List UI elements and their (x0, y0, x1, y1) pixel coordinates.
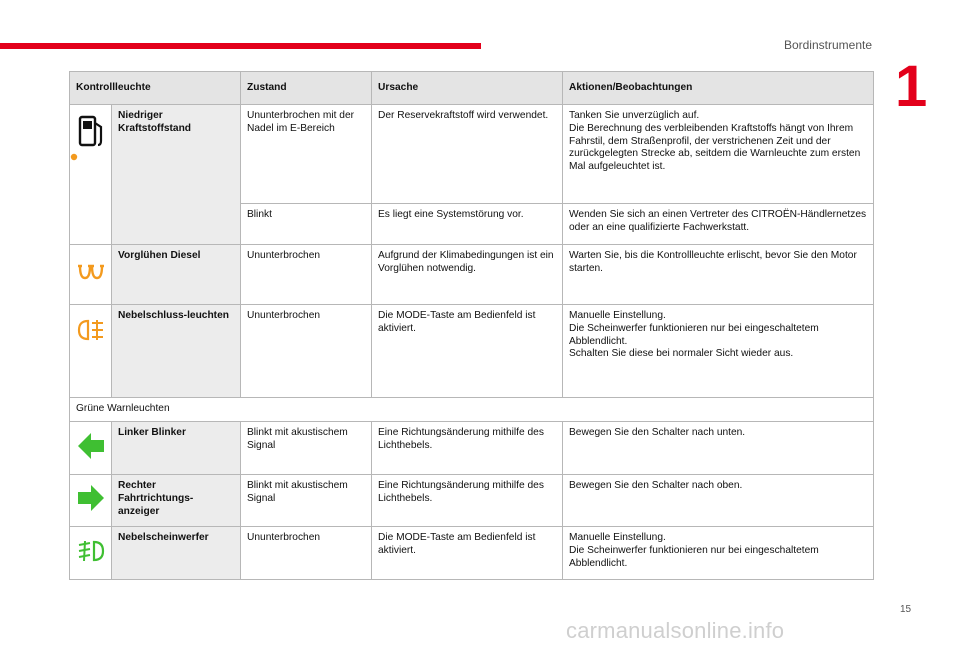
section-number: 1 (895, 54, 928, 119)
right-label: Rechter Fahrtrichtungs-anzeiger (112, 475, 241, 527)
glow-state: Ununterbrochen (241, 245, 372, 305)
right-icon-cell (70, 475, 112, 527)
warning-lights-table (69, 71, 874, 580)
fuel-cause-2: Es liegt eine Systemstörung vor. (372, 204, 563, 245)
rear-fog-light-icon (76, 319, 106, 341)
right-state: Blinkt mit akustischem Signal (241, 475, 372, 527)
table-row (70, 245, 874, 305)
fuel-pump-icon (70, 111, 111, 171)
table-row (70, 105, 874, 204)
right-action: Bewegen Sie den Schalter nach oben. (563, 475, 874, 527)
page-number: 15 (900, 604, 912, 615)
section-title: Bordinstrumente (783, 38, 872, 52)
header-red-bar (0, 43, 481, 49)
glow-cause: Aufgrund der Klimabedingungen ist ein Vorglühen notwendig. (372, 245, 563, 305)
col-header-state: Zustand (241, 72, 372, 105)
front-fog-light-icon (76, 540, 106, 562)
frontfog-action: Manuelle Einstellung. Die Scheinwerfer funktionieren nur bei eingeschaltetem Abblendlicht. (563, 527, 874, 580)
rearfog-cause: Die MODE-Taste am Bedienfeld ist aktiviert. (372, 305, 563, 398)
left-cause: Eine Richtungsänderung mithilfe des Lichthebels. (372, 422, 563, 475)
left-icon-cell (70, 422, 112, 475)
right-arrow-icon (77, 483, 105, 513)
diesel-preheat-icon (76, 262, 106, 282)
left-arrow-icon (77, 431, 105, 461)
right-cause: Eine Richtungsänderung mithilfe des Lichthebels. (372, 475, 563, 527)
table-row (70, 475, 874, 527)
glow-icon-cell (70, 245, 112, 305)
fuel-state-2: Blinkt (241, 204, 372, 245)
frontfog-label: Nebelscheinwerfer (112, 527, 241, 580)
fuel-icon-cell (70, 105, 112, 245)
table-row (70, 398, 874, 422)
left-state: Blinkt mit akustischem Signal (241, 422, 372, 475)
col-header-warning-light: Kontrollleuchte (70, 72, 241, 105)
left-label: Linker Blinker (112, 422, 241, 475)
glow-action: Warten Sie, bis die Kontrollleuchte erlischt, bevor Sie den Motor starten. (563, 245, 874, 305)
frontfog-state: Ununterbrochen (241, 527, 372, 580)
fuel-cause-1: Der Reservekraftstoff wird verwendet. (372, 105, 563, 204)
frontfog-cause: Die MODE-Taste am Bedienfeld ist aktiviert. (372, 527, 563, 580)
warning-dot (71, 154, 77, 160)
table-row (70, 527, 874, 580)
col-header-cause: Ursache (372, 72, 563, 105)
rearfog-label: Nebelschluss-leuchten (112, 305, 241, 398)
watermark: carmanualsonline.info (566, 618, 785, 643)
fuel-action-2: Wenden Sie sich an einen Vertreter des CITROËN-Händlernetzes oder an eine qualifizierte Fachwerkstatt. (563, 204, 874, 245)
fuel-action-1: Tanken Sie unverzüglich auf. Die Berechnung des verbleibenden Kraftstoffs hängt von Ihrem Fahrstil, dem Straßenprofil, der verstrichenen Zeit und der zurückgelegten Strecke ab, seitdem die Warnleuchte zum ersten Mal aufgeleuchtet ist. (563, 105, 874, 204)
table-row (70, 422, 874, 475)
green-lights-group-label: Grüne Warnleuchten (70, 398, 874, 422)
rearfog-icon-cell (70, 305, 112, 398)
fuel-label: Niedriger Kraftstoffstand (112, 105, 241, 245)
fuel-state-1: Ununterbrochen mit der Nadel im E-Bereich (241, 105, 372, 204)
col-header-actions: Aktionen/Beobachtungen (563, 72, 874, 105)
frontfog-icon-cell (70, 527, 112, 580)
table-row (70, 305, 874, 398)
rearfog-state: Ununterbrochen (241, 305, 372, 398)
left-action: Bewegen Sie den Schalter nach unten. (563, 422, 874, 475)
rearfog-action: Manuelle Einstellung. Die Scheinwerfer funktionieren nur bei eingeschaltetem Abblendlicht. Schalten Sie diese bei normaler Sicht wieder aus. (563, 305, 874, 398)
table-header-row (70, 72, 874, 105)
glow-label: Vorglühen Diesel (112, 245, 241, 305)
